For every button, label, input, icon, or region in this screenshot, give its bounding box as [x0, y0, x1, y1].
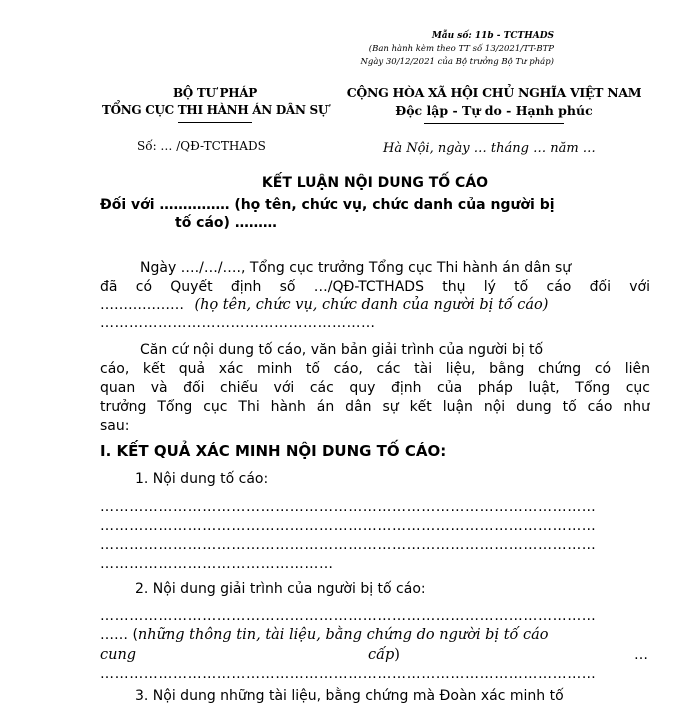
dotted-line: …………………………………………………………………………………………: [100, 499, 597, 515]
paragraph-1-line-1: Ngày …./…/…., Tổng cục trưởng Tổng cục Thi hành án dân sự: [140, 260, 572, 276]
item-3-label: 3. Nội dung những tài liệu, bằng chứng mà Đoàn xác minh tố: [135, 688, 564, 704]
item-1-label: 1. Nội dung tố cáo:: [135, 471, 269, 487]
document-number: Số: … /QĐ-TCTHADS: [137, 139, 266, 153]
republic-name: CỘNG HÒA XÃ HỘI CHỦ NGHĨA VIỆT NAM: [346, 85, 642, 100]
evidence-line-2-start: cung: [100, 647, 137, 663]
dotted-line-short: …………………………………………: [100, 556, 334, 572]
item-2-label: 2. Nội dung giải trình của người bị tố cáo:: [135, 581, 426, 597]
form-note-line-1: (Ban hành kèm theo TT số 13/2021/TT-BTP: [368, 44, 554, 54]
document-subtitle-line-1: Đối với …………… (họ tên, chức vụ, chức danh của người bị: [100, 197, 555, 213]
paragraph-2-line-5: sau:: [100, 418, 130, 434]
paragraph-2-line-4: trưởng Tổng cục Thi hành án dân sự kết luận nội dung tố cáo như: [100, 399, 650, 415]
paragraph-1-line-4: …………………………………………………: [100, 315, 376, 331]
evidence-word-provide: cấp: [368, 647, 395, 663]
evidence-hint: những thông tin, tài liệu, bằng chứng do người bị tố cáo: [137, 627, 549, 643]
dotted-line: …………………………………………………………………………………………: [100, 666, 597, 682]
dotted-line: …………………………………………………………………………………………: [100, 518, 597, 534]
evidence-line-2-dots: …: [634, 647, 648, 663]
section-1-heading: I. KẾT QUẢ XÁC MINH NỘI DUNG TỐ CÁO:: [100, 442, 447, 460]
national-motto: Độc lập - Tự do - Hạnh phúc: [395, 103, 593, 118]
paragraph-1-line-2: đã có Quyết định số …/QĐ-TCTHADS thụ lý tố cáo đối với: [100, 279, 650, 295]
paragraph-1-line-3: [100, 297, 548, 313]
document-title: KẾT LUẬN NỘI DUNG TỐ CÁO: [261, 175, 489, 191]
left-header-underline: [178, 122, 252, 123]
document-subtitle-line-2: tố cáo) ………: [175, 215, 277, 231]
evidence-line-1: [100, 627, 549, 643]
paragraph-2-line-2: cáo, kết quả xác minh tố cáo, các tài liệu, bằng chứng có liên: [100, 361, 650, 377]
form-note-line-2: Ngày 30/12/2021 của Bộ trưởng Bộ Tư pháp): [360, 57, 554, 67]
form-number: Mẫu số: 11b - TCTHADS: [431, 31, 554, 41]
dotted-line: …………………………………………………………………………………………: [100, 608, 597, 624]
right-header-underline: [424, 123, 564, 124]
place-and-date: Hà Nội, ngày … tháng … năm …: [383, 141, 596, 156]
accused-info-hint: (họ tên, chức vụ, chức danh của người bị tố cáo): [194, 297, 549, 313]
department-name: TỔNG CỤC THI HÀNH ÁN DÂN SỰ: [101, 103, 329, 117]
paragraph-2-line-3: quan và đối chiếu với các quy định của pháp luật, Tổng cục: [100, 380, 650, 396]
dotted-line: …………………………………………………………………………………………: [100, 537, 597, 553]
placeholder-dots: ………………: [100, 297, 184, 313]
evidence-close-paren: ): [394, 647, 400, 663]
ministry-name: BỘ TƯ PHÁP: [172, 86, 258, 100]
paragraph-2-line-1: Căn cứ nội dung tố cáo, văn bản giải trình của người bị tố: [140, 342, 544, 358]
evidence-line-2-middle: [368, 647, 400, 663]
evidence-prefix: …… (: [100, 627, 138, 643]
